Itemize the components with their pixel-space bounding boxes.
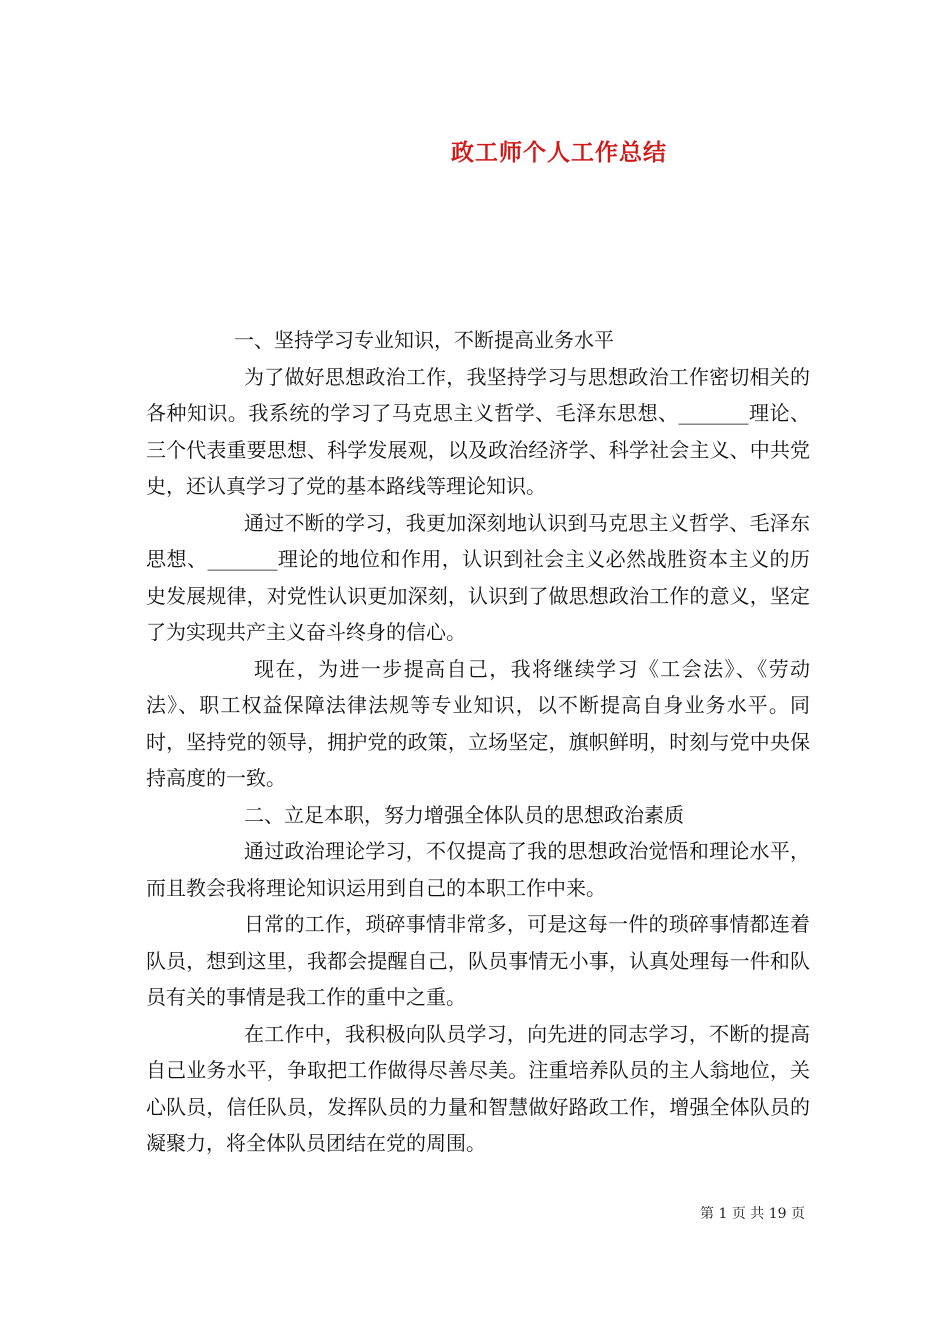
document-body [146,322,810,1162]
body-paragraph-5: 日常的工作，琐碎事情非常多，可是这每一件的琐碎事情都连着队员，想到这里，我都会提醒自己，队员事情无小事，认真处理每一件和队员有关的事情是我工作的重中之重。 [146,912,810,1009]
document-title: 政工师个人工作总结 [451,139,667,166]
body-paragraph-1: 为了做好思想政治工作，我坚持学习与思想政治工作密切相关的各种知识。我系统的学习了马克思主义哲学、毛泽东思想、_______理论、三个代表重要思想、科学发展观，以及政治经济学、科学社会主义、中共党史，还认真学习了党的基本路线等理论知识。 [146,364,810,498]
page-number-footer: 第 1 页 共 19 页 [700,1206,805,1222]
body-paragraph-4: 通过政治理论学习，不仅提高了我的思想政治觉悟和理论水平，而且教会我将理论知识运用到自己的本职工作中来。 [146,839,810,900]
section-heading-1: 一、坚持学习专业知识，不断提高业务水平 [234,328,614,352]
section-heading-2: 二、立足本职，努力增强全体队员的思想政治素质 [244,802,684,827]
body-paragraph-3: 现在，为进一步提高自己，我将继续学习《工会法》、《劳动法》、职工权益保障法律法规等专业知识，以不断提高自身业务水平。同时，坚持党的领导，拥护党的政策，立场坚定，旗帜鲜明，时刻与党中央保持高度的一致。 [146,656,810,790]
body-paragraph-6: 在工作中，我积极向队员学习，向先进的同志学习，不断的提高自己业务水平，争取把工作做得尽善尽美。注重培养队员的主人翁地位，关心队员，信任队员，发挥队员的力量和智慧做好路政工作，增强全体队员的凝聚力，将全体队员团结在党的周围。 [146,1021,810,1155]
body-paragraph-2: 通过不断的学习，我更加深刻地认识到马克思主义哲学、毛泽东思想、_______理论的地位和作用，认识到社会主义必然战胜资本主义的历史发展规律，对党性认识更加深刻，认识到了做思想政治工作的意义，坚定了为实现共产主义奋斗终身的信心。 [146,510,810,644]
